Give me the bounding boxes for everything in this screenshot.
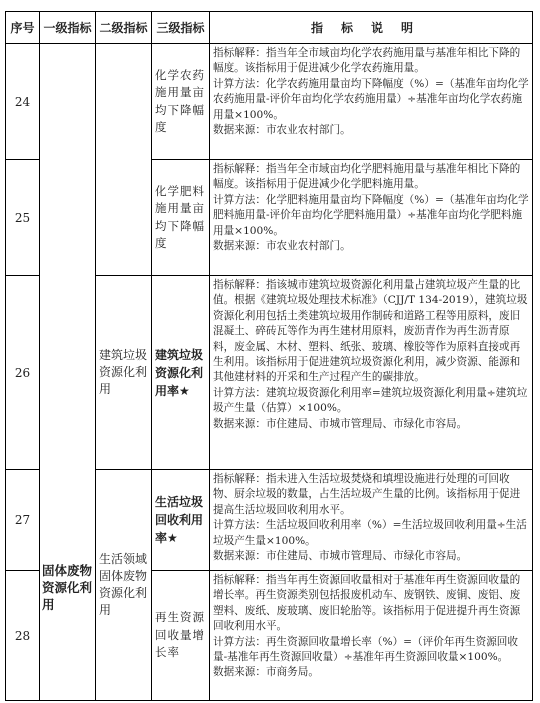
header-level3: 三级指标 bbox=[152, 12, 210, 44]
row-seq: 27 bbox=[6, 470, 40, 571]
indicator-description bbox=[210, 276, 533, 470]
table-header-row bbox=[6, 12, 533, 44]
description-method: 计算方法：生活垃圾回收利用率（%）=生活垃圾回收利用量÷生活垃圾产生量×100%。 bbox=[213, 519, 527, 547]
row-seq: 24 bbox=[6, 44, 40, 160]
header-level1: 一级指标 bbox=[40, 12, 96, 44]
level3-indicator: 化学肥料施用量亩均下降幅度 bbox=[152, 160, 210, 276]
indicator-table-page bbox=[5, 11, 532, 701]
description-source: 数据来源：市农业农村部门。 bbox=[213, 124, 351, 137]
description-source: 数据来源：市商务局。 bbox=[213, 666, 319, 679]
description-source: 数据来源：市农业农村部门。 bbox=[213, 240, 351, 253]
level3-indicator: 生活垃圾回收利用率★ bbox=[152, 470, 210, 571]
level3-indicator: 建筑垃圾资源化利用率★ bbox=[152, 276, 210, 470]
row-seq: 26 bbox=[6, 276, 40, 470]
description-explanation: 指标解释：指未进入生活垃圾焚烧和填埋设施进行处理的可回收物、厨余垃圾的数量，占生活垃圾产生量的比例。该指标用于促进提高生活垃圾回收利用水平。 bbox=[213, 473, 521, 516]
header-seq: 序号 bbox=[6, 12, 40, 44]
level2-cell-empty bbox=[96, 44, 152, 276]
indicator-table bbox=[5, 11, 533, 701]
description-explanation: 指标解释：指当年全市域亩均化学农药施用量与基准年相比下降的幅度。该指标用于促进减少化学农药施用量。 bbox=[213, 47, 521, 75]
level1-cell bbox=[40, 44, 96, 701]
indicator-description bbox=[210, 470, 533, 571]
description-source: 数据来源：市住建局、市城市管理局、市绿化市容局。 bbox=[213, 417, 468, 430]
description-method: 计算方法：建筑垃圾资源化利用率=建筑垃圾资源化利用量÷建筑垃圾产生量（估算）×100%。 bbox=[213, 386, 528, 415]
indicator-description bbox=[210, 571, 533, 701]
indicator-description bbox=[210, 160, 533, 276]
level2-label: 生活领域固体废物资源化利用 bbox=[96, 470, 152, 701]
description-method: 计算方法：再生资源回收量增长率（%）=（评价年再生资源回收量-基准年再生资源回收量）÷基准年再生资源回收量×100%。 bbox=[213, 635, 518, 664]
header-level2: 二级指标 bbox=[96, 12, 152, 44]
level3-indicator: 化学农药施用量亩均下降幅度 bbox=[152, 44, 210, 160]
description-source: 数据来源：市住建局、市城市管理局、市绿化市容局。 bbox=[213, 550, 468, 563]
level3-indicator: 再生资源回收量增长率 bbox=[152, 571, 210, 701]
row-seq: 25 bbox=[6, 160, 40, 276]
header-description: 指标说明 bbox=[210, 12, 533, 44]
description-explanation: 指标解释：指当年全市域亩均化学肥料施用量与基准年相比下降的幅度。该指标用于促进减少化学肥料施用量。 bbox=[213, 163, 521, 191]
description-explanation: 指标解释：指当年再生资源回收量相对于基准年再生资源回收量的增长率。再生资源类别包括报废机动车、废钢铁、废铜、废铝、废塑料、废纸、废玻璃、废旧轮胎等。该指标用于促进提升再生资源回收利用水平。 bbox=[213, 574, 521, 633]
level2-label: 建筑垃圾资源化利用 bbox=[96, 276, 152, 470]
description-explanation: 指标解释：指该城市建筑垃圾资源化利用量占建筑垃圾产生量的比值。根据《建筑垃圾处理技术标准》（CJJ/T 134-2019），建筑垃圾资源化利用包括土类建筑垃圾用作制砖和道路工程等用原料，废旧混凝土、碎砖瓦等作为再生建材用原料，废沥青作为再生沥青原料，废金属、木材、塑料、纸张、玻璃、橡胶等作为原料直接或再生利用。该指标用于促进建筑垃圾资源化利用，减少资源、能源和其他建材料的开采和生产过程产生的碳排放。 bbox=[213, 279, 528, 384]
description-method: 计算方法：化学农药施用量亩均下降幅度（%）=（基准年亩均化学农药施用量-评价年亩均化学农药施用量）÷基准年亩均化学农药施用量×100%。 bbox=[213, 77, 529, 121]
description-method: 计算方法：化学肥料施用量亩均下降幅度（%）=（基准年亩均化学肥料施用量-评价年亩均化学肥料施用量）÷基准年亩均化学肥料施用量×100%。 bbox=[213, 193, 529, 237]
table-row bbox=[6, 44, 533, 160]
row-seq: 28 bbox=[6, 571, 40, 701]
indicator-description bbox=[210, 44, 533, 160]
level1-label: 固体废物资源化利用 bbox=[42, 562, 93, 612]
